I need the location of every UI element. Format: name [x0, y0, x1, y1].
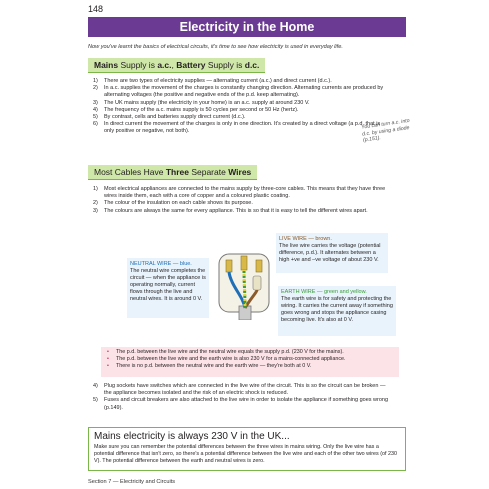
item-text: The colours are always the same for every appliance. This is so that it is easy to tell the different wires apart.	[104, 207, 368, 214]
bullet-text: The p.d. between the live wire and the neutral wire equals the supply p.d. (230 V for the mains).	[116, 349, 344, 355]
page-number: 148	[88, 4, 104, 14]
summary-title: Mains electricity is always 230 V in the UK...	[94, 431, 290, 442]
list-item	[93, 107, 385, 114]
list-item	[93, 200, 393, 207]
page-footer: Section 7 — Electricity and Circuits	[88, 479, 176, 485]
section-heading-cables	[88, 165, 257, 180]
list-item	[93, 78, 385, 85]
bullet-icon: •	[107, 356, 109, 363]
bullet-text: The p.d. between the live wire and the earth wire is also 230 V for a mains-connected appliance.	[116, 356, 346, 363]
page-title: Electricity in the Home	[88, 17, 406, 37]
item-text: In a.c. supplies the movement of the charges is constantly changing direction. Alternating currents are produced by alternating voltages (the positive and negative ends of the p.d. keep alternating).	[104, 85, 384, 99]
safety-list	[93, 383, 393, 412]
pd-summary-box	[101, 347, 399, 377]
list-item	[93, 100, 385, 107]
item-text: In direct current the movement of the charges is only in one direction. It's created by a direct voltage (a p.d. that is only positive or negative, not both).	[104, 121, 381, 135]
summary-text: Make sure you can remember the potential differences between the three wires in mains wiring. Only the live wire has a potential difference that isn't zero, so there's a potential difference between the live wire and each of the other two wires (of 230 V). The potential difference between the earth and neutral wires is zero.	[94, 444, 398, 464]
item-text: There are two types of electricity supplies — alternating current (a.c.) and direct current (d.c.).	[104, 78, 332, 84]
bullet-item	[107, 363, 393, 370]
fuse	[253, 276, 261, 290]
item-number: 1)	[93, 78, 98, 84]
bullet-item	[107, 356, 393, 363]
heading-part: a.c.	[157, 60, 172, 70]
heading-part: Supply is	[118, 60, 158, 70]
item-text: By contrast, cells and batteries supply direct current (d.c.).	[104, 114, 246, 121]
live-wire-callout	[276, 233, 388, 273]
bullet-icon: •	[107, 349, 109, 355]
heading-part: Three	[165, 167, 189, 177]
item-text: Plug sockets have switches which are connected in the live wire of the circuit. This is so the circuit can be broken — the appliance becomes isolated and the risk of an electric shock is reduced.	[104, 383, 386, 397]
intro-text: Now you've learnt the basics of electrical circuits, it's time to see how electricity is used in everyday life.	[88, 44, 343, 50]
diode-note: You can turn a.c. into d.c. by using a diode (p.151).	[360, 117, 411, 144]
bullet-item	[107, 349, 393, 356]
item-number: 4)	[93, 383, 98, 389]
item-number: 1)	[93, 186, 98, 192]
item-text: Fuses and circuit breakers are also attached to the live wire in order to isolate the appliance if something goes wrong (p.149).	[104, 397, 389, 411]
item-number: 2)	[93, 200, 98, 207]
list-item	[93, 114, 385, 121]
heading-part: Supply is	[205, 60, 245, 70]
cable-grip	[239, 306, 251, 320]
mains-list	[93, 78, 385, 136]
earth-wire-callout	[278, 286, 396, 336]
item-text: The colour of the insulation on each cable shows its purpose.	[104, 200, 253, 207]
item-number: 3)	[93, 99, 98, 106]
neutral-pin	[226, 260, 232, 272]
neutral-wire-callout	[127, 258, 209, 318]
heading-part: Battery	[176, 60, 206, 70]
live-pin	[256, 260, 262, 272]
earth-wire-text: The earth wire is for safety and protecting the wiring. It carries the current away if something goes wrong and stops the appliance casing becoming live. It's also at 0 V.	[281, 296, 393, 323]
item-number: 2)	[93, 85, 98, 92]
earth-wire-label: EARTH WIRE — green and yellow.	[281, 289, 367, 295]
item-number: 4)	[93, 106, 98, 113]
item-number: 5)	[93, 397, 98, 404]
list-item	[93, 186, 393, 200]
heading-part: Most Cables Have	[94, 167, 166, 177]
summary-box	[88, 427, 406, 471]
bullet-icon: •	[107, 363, 109, 370]
heading-part: Separate	[188, 167, 229, 177]
neutral-wire-label: NEUTRAL WIRE — blue.	[130, 261, 192, 267]
item-text: The frequency of the a.c. mains supply is 50 cycles per second or 50 Hz (hertz).	[104, 106, 299, 113]
item-number: 3)	[93, 207, 98, 214]
bullet-text: There is no p.d. between the neutral wire and the earth wire — they're both at 0 V.	[116, 363, 312, 370]
item-text: The UK mains supply (the electricity in your home) is an a.c. supply at around 230 V.	[104, 99, 310, 106]
item-number: 6)	[93, 121, 98, 128]
list-item	[93, 85, 385, 99]
cables-list	[93, 186, 393, 215]
heading-part: Mains	[94, 60, 119, 70]
live-wire-text: The live wire carries the voltage (potential difference, p.d.). It alternates between a high +ve and –ve voltage of about 230 V.	[279, 243, 381, 263]
section-heading-mains	[88, 58, 265, 73]
list-item	[93, 121, 385, 135]
list-item	[93, 383, 393, 397]
heading-part: ,	[171, 60, 177, 70]
list-item	[93, 397, 393, 411]
earth-pin	[241, 256, 247, 270]
item-text: Most electrical appliances are connected to the mains supply by three-core cables. This means that they have three wires inside them, each with a core of copper and a coloured plastic coating.	[104, 186, 386, 200]
neutral-wire-text: The neutral wire completes the circuit — when the appliance is operating normally, current flows through the live and neutral wires. It is around 0 V.	[130, 268, 206, 302]
list-item	[93, 208, 393, 215]
plug-wiring-illustration	[213, 246, 275, 320]
live-wire-label: LIVE WIRE — brown.	[279, 236, 332, 242]
heading-part: d.c.	[244, 60, 260, 70]
heading-part: Wires	[228, 167, 252, 177]
item-number: 5)	[93, 114, 98, 121]
